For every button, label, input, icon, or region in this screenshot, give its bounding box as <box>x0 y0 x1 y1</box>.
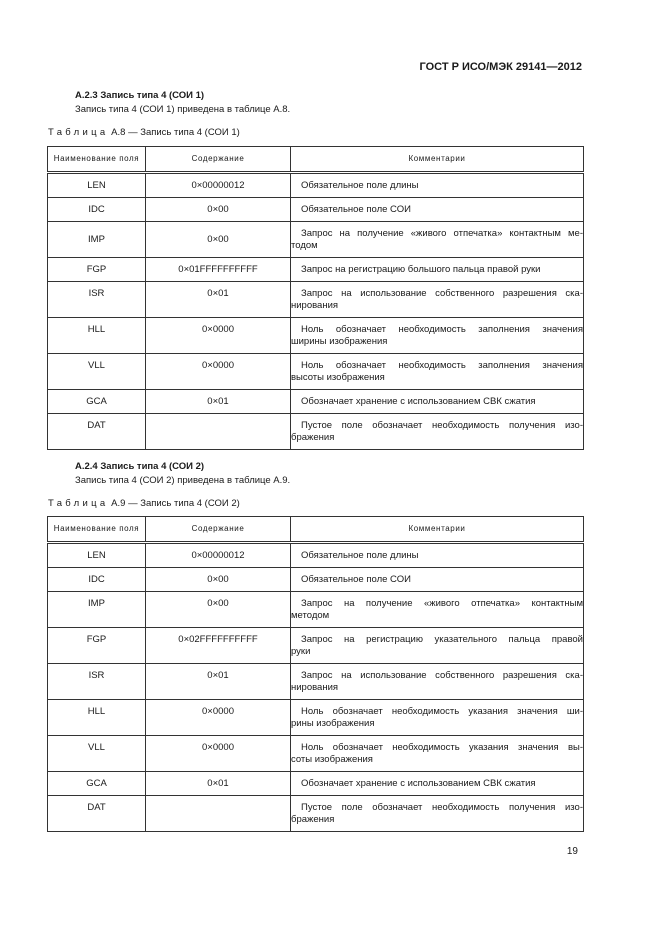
field-name-cell: IMP <box>48 592 146 628</box>
comment-line: руки <box>291 646 311 657</box>
comment-cell <box>291 354 584 390</box>
section-heading: А.2.4 Запись типа 4 (СОИ 2) <box>75 461 205 472</box>
comment-line: Ноль обозначает необходимость указания значения ши- <box>301 706 583 717</box>
field-content-cell: 0×01 <box>146 772 291 796</box>
table-caption-word: Таблица <box>48 127 109 138</box>
comment-line: Пустое поле обозначает необходимость получения изо- <box>301 802 583 813</box>
table-row <box>48 222 584 258</box>
table-caption-word: Таблица <box>48 498 109 509</box>
comment-line: рины изображения <box>291 718 375 729</box>
field-content-cell: 0×00 <box>146 198 291 222</box>
table-row <box>48 258 584 282</box>
column-header-content: Содержание <box>146 517 291 543</box>
table-row <box>48 318 584 354</box>
comment-cell <box>291 414 584 450</box>
field-name-cell: HLL <box>48 700 146 736</box>
comment-line: Ноль обозначает необходимость указания значения вы- <box>301 742 583 753</box>
field-name-cell: LEN <box>48 173 146 198</box>
page-number: 19 <box>566 846 578 857</box>
comment-line: Запрос на получение «живого отпечатка» контактным <box>301 598 583 609</box>
field-content-cell: 0×0000 <box>146 354 291 390</box>
table-row <box>48 628 584 664</box>
table-row <box>48 772 584 796</box>
comment-line: Обозначает хранение с использованием СВК сжатия <box>301 778 536 789</box>
comment-line: нирования <box>291 682 339 693</box>
field-content-cell: 0×01FFFFFFFFFF <box>146 258 291 282</box>
comment-line: бражения <box>291 814 335 825</box>
comment-line: тодом <box>291 240 318 251</box>
column-header-field-name: Наименование поля <box>48 147 146 173</box>
table-row <box>48 664 584 700</box>
comment-line: Обозначает хранение с использованием СВК сжатия <box>301 396 536 407</box>
field-name-cell: VLL <box>48 354 146 390</box>
field-content-cell: 0×02FFFFFFFFFF <box>146 628 291 664</box>
section-intro-text: Запись типа 4 (СОИ 2) приведена в таблице А.9. <box>75 475 291 486</box>
table-caption-title: А.8 — Запись типа 4 (СОИ 1) <box>111 127 240 138</box>
comment-line: ширины изображения <box>291 336 388 347</box>
field-name-cell: ISR <box>48 282 146 318</box>
comment-line: нирования <box>291 300 339 311</box>
comment-cell <box>291 282 584 318</box>
field-name-cell: FGP <box>48 628 146 664</box>
comment-cell <box>291 796 584 832</box>
field-content-cell <box>146 414 291 450</box>
comment-cell <box>291 568 584 592</box>
table-caption-title: А.9 — Запись типа 4 (СОИ 2) <box>111 498 240 509</box>
field-content-cell: 0×00 <box>146 222 291 258</box>
table-a8 <box>47 146 584 450</box>
table-a9 <box>47 516 584 832</box>
column-header-field-name: Наименование поля <box>48 517 146 543</box>
field-content-cell: 0×0000 <box>146 736 291 772</box>
comment-cell <box>291 628 584 664</box>
column-header-comments: Комментарии <box>291 517 584 543</box>
table-caption <box>48 127 240 139</box>
comment-line: Обязательное поле СОИ <box>301 204 411 215</box>
comment-cell <box>291 318 584 354</box>
comment-line: Запрос на регистрацию большого пальца правой руки <box>301 264 541 275</box>
comment-cell <box>291 664 584 700</box>
table-row <box>48 796 584 832</box>
comment-line: Запрос на использование собственного разрешения ска- <box>301 288 583 299</box>
field-name-cell: IDC <box>48 568 146 592</box>
comment-line: Обязательное поле СОИ <box>301 574 411 585</box>
field-name-cell: GCA <box>48 772 146 796</box>
column-header-content: Содержание <box>146 147 291 173</box>
field-content-cell: 0×01 <box>146 282 291 318</box>
table-row <box>48 568 584 592</box>
comment-cell <box>291 198 584 222</box>
field-content-cell: 0×01 <box>146 390 291 414</box>
comment-line: соты изображения <box>291 754 373 765</box>
comment-line: Ноль обозначает необходимость заполнения значения <box>301 324 583 335</box>
field-name-cell: IMP <box>48 222 146 258</box>
comment-cell <box>291 390 584 414</box>
field-content-cell: 0×0000 <box>146 318 291 354</box>
comment-cell <box>291 222 584 258</box>
field-name-cell: DAT <box>48 414 146 450</box>
table-row <box>48 414 584 450</box>
section-heading: А.2.3 Запись типа 4 (СОИ 1) <box>75 90 205 101</box>
table-header-row <box>48 147 584 173</box>
table-row <box>48 543 584 568</box>
table-row <box>48 592 584 628</box>
field-content-cell: 0×0000 <box>146 700 291 736</box>
field-name-cell: ISR <box>48 664 146 700</box>
table-row <box>48 736 584 772</box>
comment-line: Ноль обозначает необходимость заполнения значения <box>301 360 583 371</box>
table-row <box>48 282 584 318</box>
field-content-cell: 0×00 <box>146 592 291 628</box>
comment-cell <box>291 772 584 796</box>
field-content-cell <box>146 796 291 832</box>
table-row <box>48 390 584 414</box>
field-content-cell: 0×00 <box>146 568 291 592</box>
field-content-cell: 0×01 <box>146 664 291 700</box>
field-name-cell: FGP <box>48 258 146 282</box>
comment-line: методом <box>291 610 330 621</box>
comment-cell <box>291 543 584 568</box>
field-name-cell: GCA <box>48 390 146 414</box>
table-row <box>48 173 584 198</box>
table-caption <box>48 498 240 510</box>
table-row <box>48 700 584 736</box>
comment-line: Обязательное поле длины <box>301 550 419 561</box>
table-row <box>48 198 584 222</box>
field-name-cell: VLL <box>48 736 146 772</box>
comment-line: Запрос на получение «живого отпечатка» контактным ме- <box>301 228 583 239</box>
comment-line: Обязательное поле длины <box>301 180 419 191</box>
field-content-cell: 0×00000012 <box>146 173 291 198</box>
comment-line: высоты изображения <box>291 372 385 383</box>
comment-cell <box>291 258 584 282</box>
field-name-cell: IDC <box>48 198 146 222</box>
standard-designation: ГОСТ Р ИСО/МЭК 29141—2012 <box>419 61 582 73</box>
field-name-cell: HLL <box>48 318 146 354</box>
comment-cell <box>291 700 584 736</box>
column-header-comments: Комментарии <box>291 147 584 173</box>
field-content-cell: 0×00000012 <box>146 543 291 568</box>
table-header-row <box>48 517 584 543</box>
comment-line: Пустое поле обозначает необходимость получения изо- <box>301 420 583 431</box>
comment-cell <box>291 736 584 772</box>
comment-line: бражения <box>291 432 335 443</box>
field-name-cell: LEN <box>48 543 146 568</box>
comment-cell <box>291 592 584 628</box>
field-name-cell: DAT <box>48 796 146 832</box>
table-row <box>48 354 584 390</box>
comment-cell <box>291 173 584 198</box>
comment-line: Запрос на регистрацию указательного пальца правой <box>301 634 583 645</box>
comment-line: Запрос на использование собственного разрешения ска- <box>301 670 583 681</box>
section-intro-text: Запись типа 4 (СОИ 1) приведена в таблице А.8. <box>75 104 291 115</box>
